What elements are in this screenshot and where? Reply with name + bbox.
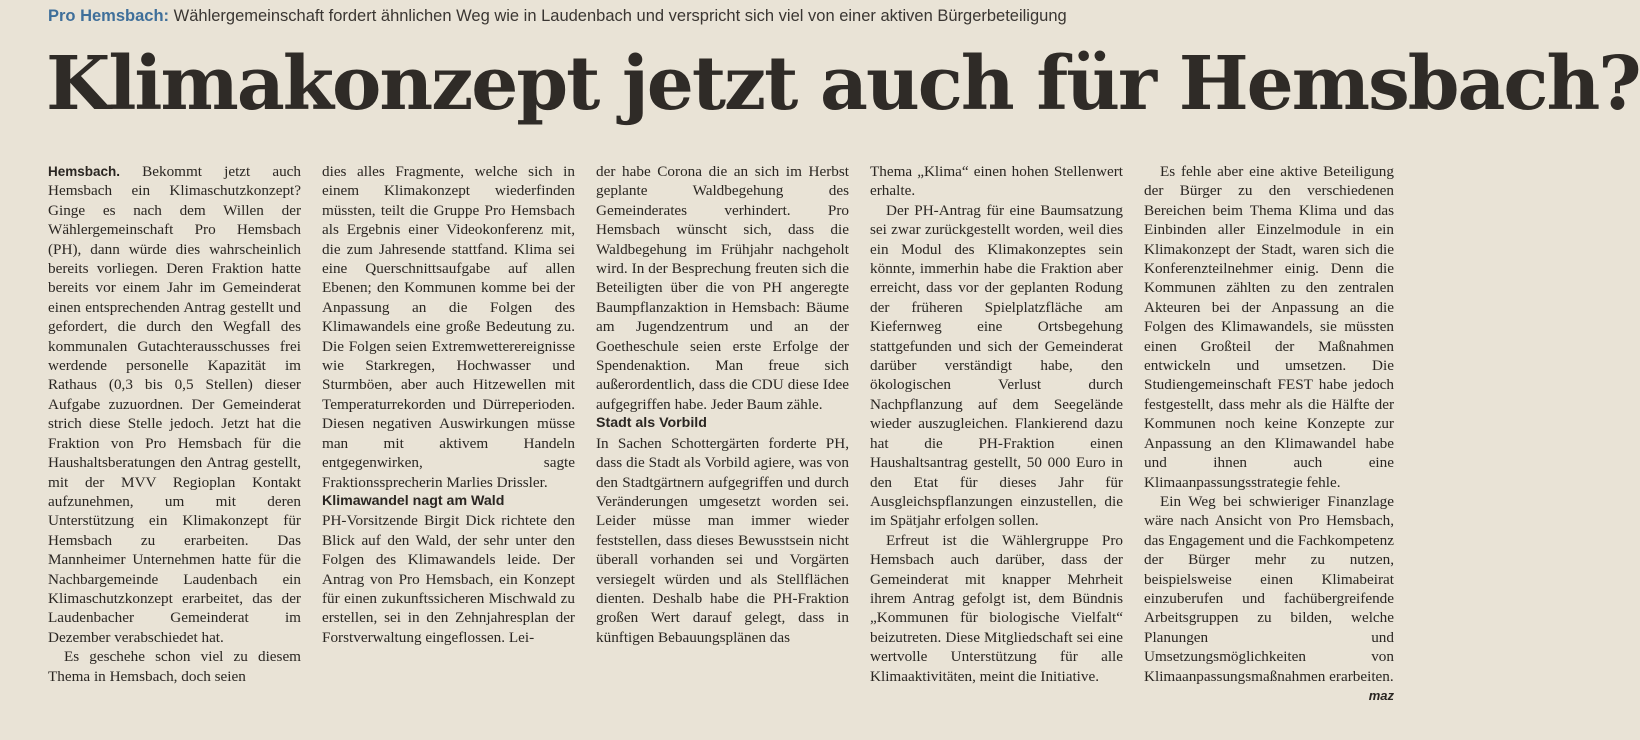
paragraph: dies alles Fragmente, welche sich in einem Klimakonzept wiederfinden müssten, teilt die Gruppe Pro Hemsbach als Ergebnis einer Videokonferenz mit, die zum Jahresende stattfand. Klima sei eine Querschnittsaufgabe auf allen Ebenen; den Kommunen komme bei der Anpassung an die Folgen des Klimawandels eine große Bedeutung zu. Die Folgen seien Extremwetterereignisse wie Starkregen, Hochwasser und Sturmböen, aber auch Hitzewellen mit Temperaturrekorden und Dürreperioden. Diesen negativen Auswirkungen müsse man mit aktivem Handeln entgegenwirken, sagte Fraktionssprecherin Marlies Drissler.: [322, 163, 575, 491]
paragraph: In Sachen Schottergärten forderte PH, dass die Stadt als Vorbild agiere, was von den Stadtgärtnern aufgegriffen und durch Veränderungen umgesetzt worden sei. Leider müsse man immer wieder feststellen, dass dieses Bewusstsein nicht überall vorhanden sei und Vorgärten versiegelt würden und als Stellflächen dienten. Deshalb habe die PH-Fraktion großen Wert darauf gelegt, dass in künftigen Bebauungsplänen das: [596, 434, 849, 646]
article-column-4: [870, 162, 1123, 722]
paragraph: Thema „Klima“ einen hohen Stellenwert erhalte.: [870, 163, 1123, 200]
paragraph: Der PH-Antrag für eine Baumsatzung sei zwar zurückgestellt worden, weil dies ein Modul des Klimakonzeptes sein könnte, immerhin habe die Fraktion aber erreicht, dass vor der geplanten Rodung der früheren Spielplatzfläche am Kiefernweg eine Ortsbegehung stattgefunden und sich der Gemeinderat darüber verständigt habe, den ökologischen Verlust durch Nachpflanzung auf dem Seegelände wieder auszugleichen. Flankierend dazu hat die PH-Fraktion einen Haushaltsantrag gestellt, 50 000 Euro in den Etat für dieses Jahr für Ausgleichspflanzungen einzustellen, die im Spätjahr erfolgen sollen.: [870, 201, 1123, 530]
paragraph-text: Ein Weg bei schwieriger Finanzlage wäre nach Ansicht von Pro Hemsbach, das Engagement und die Fachkompetenz der Bürger mehr zu nutzen, beispielsweise einen Klimabeirat einzuberufen und fachübergreifende Arbeitsgruppen zu bilden, welche Planungen und Umsetzungsmöglichkeiten von Klimaanpassungsmaßnahmen erarbeiten.: [1144, 492, 1394, 685]
paragraph: Es geschehe schon viel zu diesem Thema in Hemsbach, doch seien: [48, 648, 301, 685]
subheading: Stadt als Vorbild: [596, 415, 707, 432]
paragraph-text: Bekommt jetzt auch Hemsbach ein Klimaschutzkonzept? Ginge es nach dem Willen der Wählergemeinschaft Pro Hemsbach (PH), dann würde dies wahrscheinlich bereits vorliegen. Deren Fraktion hatte bereits vor einem Jahr im Gemeinderat einen entsprechenden Antrag gestellt und gefordert, die durch den Wegfall des kommunalen Gutachterausschusses frei werdende personelle Kapazität im Rathaus (0,3 bis 0,5 Stellen) dieser Aufgabe zuzuordnen. Der Gemeinderat strich diese Stelle jedoch. Jetzt hat die Fraktion von Pro Hemsbach für die Haushaltsberatungen den Antrag gestellt, mit der MVV Regioplan Kontakt aufzunehmen, um mit deren Unterstützung ein Klimakonzept für Hemsbach zu erarbeiten. Das Mannheimer Unternehmen hatte für die Nachbargemeinde Laudenbach ein Klimaschutzkonzept erarbeitet, das der Laudenbacher Gemeinderat im Dezember verabschiedet hat.: [48, 163, 302, 646]
kicker-label: Pro Hemsbach:: [48, 7, 170, 25]
kicker-text: Wählergemeinschaft fordert ähnlichen Weg wie in Laudenbach und verspricht sich viel von einer aktiven Bürgerbeteiligung: [173, 7, 1067, 25]
article-column-2: [322, 162, 575, 722]
paragraph: PH-Vorsitzende Birgit Dick richtete den Blick auf den Wald, der sehr unter den Folgen des Klimawandels leide. Der Antrag von Pro Hemsbach, ein Konzept für einen zukunftssicheren Mischwald zu erstellen, sei in den Zehnjahresplan der Forstverwaltung eingeflossen. Lei-: [322, 512, 575, 646]
paragraph: Es fehle aber eine aktive Beteiligung der Bürger zu den verschiedenen Bereichen beim Thema Klima und das Einbinden aller Einzelmodule in ein Klimakonzept der Stadt, waren sich die Konferenzteilnehmer einig. Denn die Kommunen zählten zu den zentralen Akteuren bei der Anpassung an die Folgen des Klimawandels, sie müssten einen Großteil der Maßnahmen entwickeln und umsetzen. Die Studiengemeinschaft FEST habe jedoch festgestellt, dass mehr als die Hälfte der Kommunen noch keine Konzepte zur Anpassung an den Klimawandel habe und ihnen auch eine Klimaanpassungsstrategie fehle.: [1144, 163, 1394, 491]
author-signature: maz: [1368, 687, 1394, 703]
article-kicker: [48, 4, 1388, 28]
subheading: Klimawandel nagt am Wald: [322, 492, 505, 509]
article-column-1: [48, 162, 301, 722]
paragraph: Erfreut ist die Wählergruppe Pro Hemsbach auch darüber, dass der Gemeinderat mit knapper Mehrheit ihrem Antrag gefolgt ist, dem Bündnis „Kommunen für biologische Vielfalt“ beizutreten. Diese Mitgliedschaft sei eine wertvolle Unterstützung für alle Klimaaktivitäten, meint die Initiative.: [870, 531, 1123, 685]
article-headline: Klimakonzept jetzt auch für Hemsbach?: [46, 41, 1640, 127]
paragraph: [1144, 492, 1394, 703]
paragraph: der habe Corona die an sich im Herbst geplante Waldbegehung des Gemeinderates verhindert. Pro Hemsbach wünscht sich, dass die Waldbegehung im Frühjahr nachgeholt wird. In der Besprechung freuten sich die Beteiligten über die von PH angeregte Baumpflanzaktion in Hemsbach: Bäume am Jugendzentrum und an der Goetheschule seien erste Erfolge der Spendenaktion. Man freue sich außerordentlich, dass die CDU diese Idee aufgegriffen habe. Jeder Baum zähle.: [596, 163, 849, 413]
article-column-5: [1144, 162, 1394, 722]
paragraph: [48, 162, 301, 647]
dateline: Hemsbach.: [48, 164, 121, 179]
article-column-3: [596, 162, 849, 722]
